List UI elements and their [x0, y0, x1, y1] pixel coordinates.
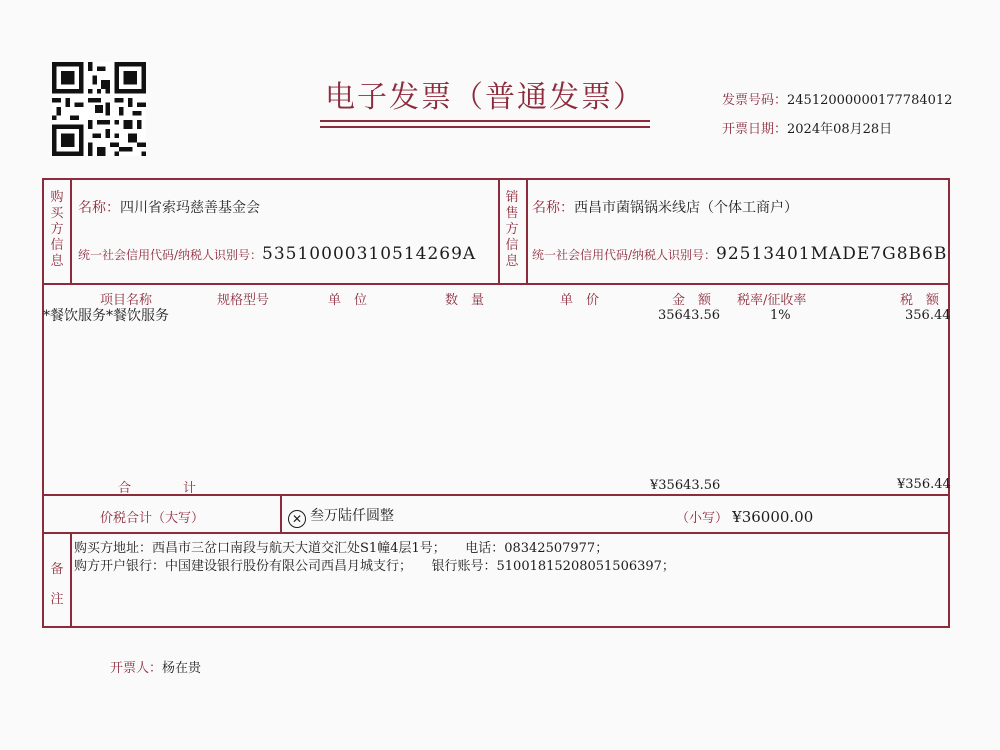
seller-section-label-char: 售	[505, 206, 519, 221]
col-header-amount: 金 额	[672, 293, 712, 308]
col-header-tax: 税 额	[900, 293, 940, 308]
remarks-label-char: 注	[50, 592, 64, 607]
title-underline	[320, 126, 650, 128]
remarks-line-1: 购买方地址：西昌市三岔口南段与航天大道交汇处S1幢4层1号； 电话：08342507977；	[74, 541, 609, 556]
seller-section-label-char: 销	[505, 190, 519, 205]
seller-section-label-char: 信	[505, 238, 519, 253]
seller-name	[532, 197, 798, 217]
col-header-price: 单 价	[560, 293, 600, 308]
seller-tax-value: 92513401MADE7G8B6B	[716, 244, 948, 264]
col-header-unit: 单 位	[328, 293, 368, 308]
remarks-line-2: 购方开户银行：中国建设银行股份有限公司西昌月城支行； 银行账号：51001815208051506397；	[74, 559, 675, 574]
buyer-section-label-char: 息	[50, 254, 64, 269]
remarks-label-char: 备	[50, 562, 64, 577]
seller-tax-label: 统一社会信用代码/纳税人识别号：	[532, 248, 717, 262]
invoice-title: 电子发票（普通发票）	[325, 80, 645, 115]
col-header-spec: 规格型号	[217, 293, 270, 308]
buyer-section-label-char: 方	[50, 222, 64, 237]
divider	[70, 532, 72, 628]
total-uppercase-value: 叁万陆仟圆整	[310, 508, 394, 524]
title-underline	[320, 120, 650, 122]
invoice-number-label: 发票号码：	[722, 93, 788, 108]
col-header-qty: 数 量	[445, 293, 485, 308]
issuer-name: 杨在贵	[162, 661, 202, 676]
buyer-section-label-char: 信	[50, 238, 64, 253]
issuer-label: 开票人：	[110, 661, 163, 676]
total-label: 价税合计（大写）	[100, 511, 205, 526]
seller-name-label: 名称：	[532, 200, 574, 216]
item-amount: 35643.56	[658, 308, 721, 323]
seller-tax-id	[532, 244, 947, 264]
circle-x-icon: ✕	[288, 510, 306, 528]
divider	[42, 532, 950, 534]
buyer-section-label	[48, 190, 66, 270]
buyer-name-label: 名称：	[78, 200, 120, 216]
seller-name-value: 西昌市菌锅锅米线店（个体工商户）	[574, 200, 798, 216]
col-header-rate: 税率/征收率	[737, 293, 807, 308]
total-small-label: （小写）	[676, 511, 729, 526]
invoice-date-value: 2024年08月28日	[787, 122, 893, 137]
col-header-name: 项目名称	[100, 293, 153, 308]
buyer-name-value: 四川省索玛慈善基金会	[120, 200, 260, 216]
remarks-label	[48, 555, 66, 615]
total-small	[676, 507, 813, 526]
seller-section-label	[503, 190, 521, 270]
total-uppercase	[288, 505, 394, 528]
divider	[42, 283, 950, 285]
buyer-tax-id	[78, 244, 476, 264]
divider	[526, 178, 528, 283]
item-tax: 356.44	[905, 308, 951, 323]
buyer-tax-value: 53510000310514269A	[262, 244, 477, 264]
buyer-name	[78, 197, 260, 217]
seller-section-label-char: 息	[505, 254, 519, 269]
total-small-value: ¥36000.00	[732, 508, 814, 526]
qr-code	[52, 62, 146, 156]
subtotal-tax: ¥356.44	[897, 477, 951, 492]
invoice-number-value: 24512000000177784012	[787, 93, 953, 108]
invoice-number	[722, 89, 952, 108]
buyer-tax-label: 统一社会信用代码/纳税人识别号：	[78, 248, 263, 262]
divider	[70, 178, 72, 283]
seller-section-label-char: 方	[505, 222, 519, 237]
invoice-date-label: 开票日期：	[722, 122, 788, 137]
subtotal-amount: ¥35643.56	[650, 478, 721, 493]
item-name: *餐饮服务*餐饮服务	[43, 308, 169, 324]
item-rate: 1%	[770, 308, 791, 323]
buyer-section-label-char: 购	[50, 190, 64, 205]
issuer	[110, 657, 201, 676]
divider	[498, 178, 500, 283]
subtotal-label: 合 计	[118, 481, 197, 496]
divider	[280, 494, 282, 532]
buyer-section-label-char: 买	[50, 206, 64, 221]
invoice-date	[722, 118, 892, 137]
